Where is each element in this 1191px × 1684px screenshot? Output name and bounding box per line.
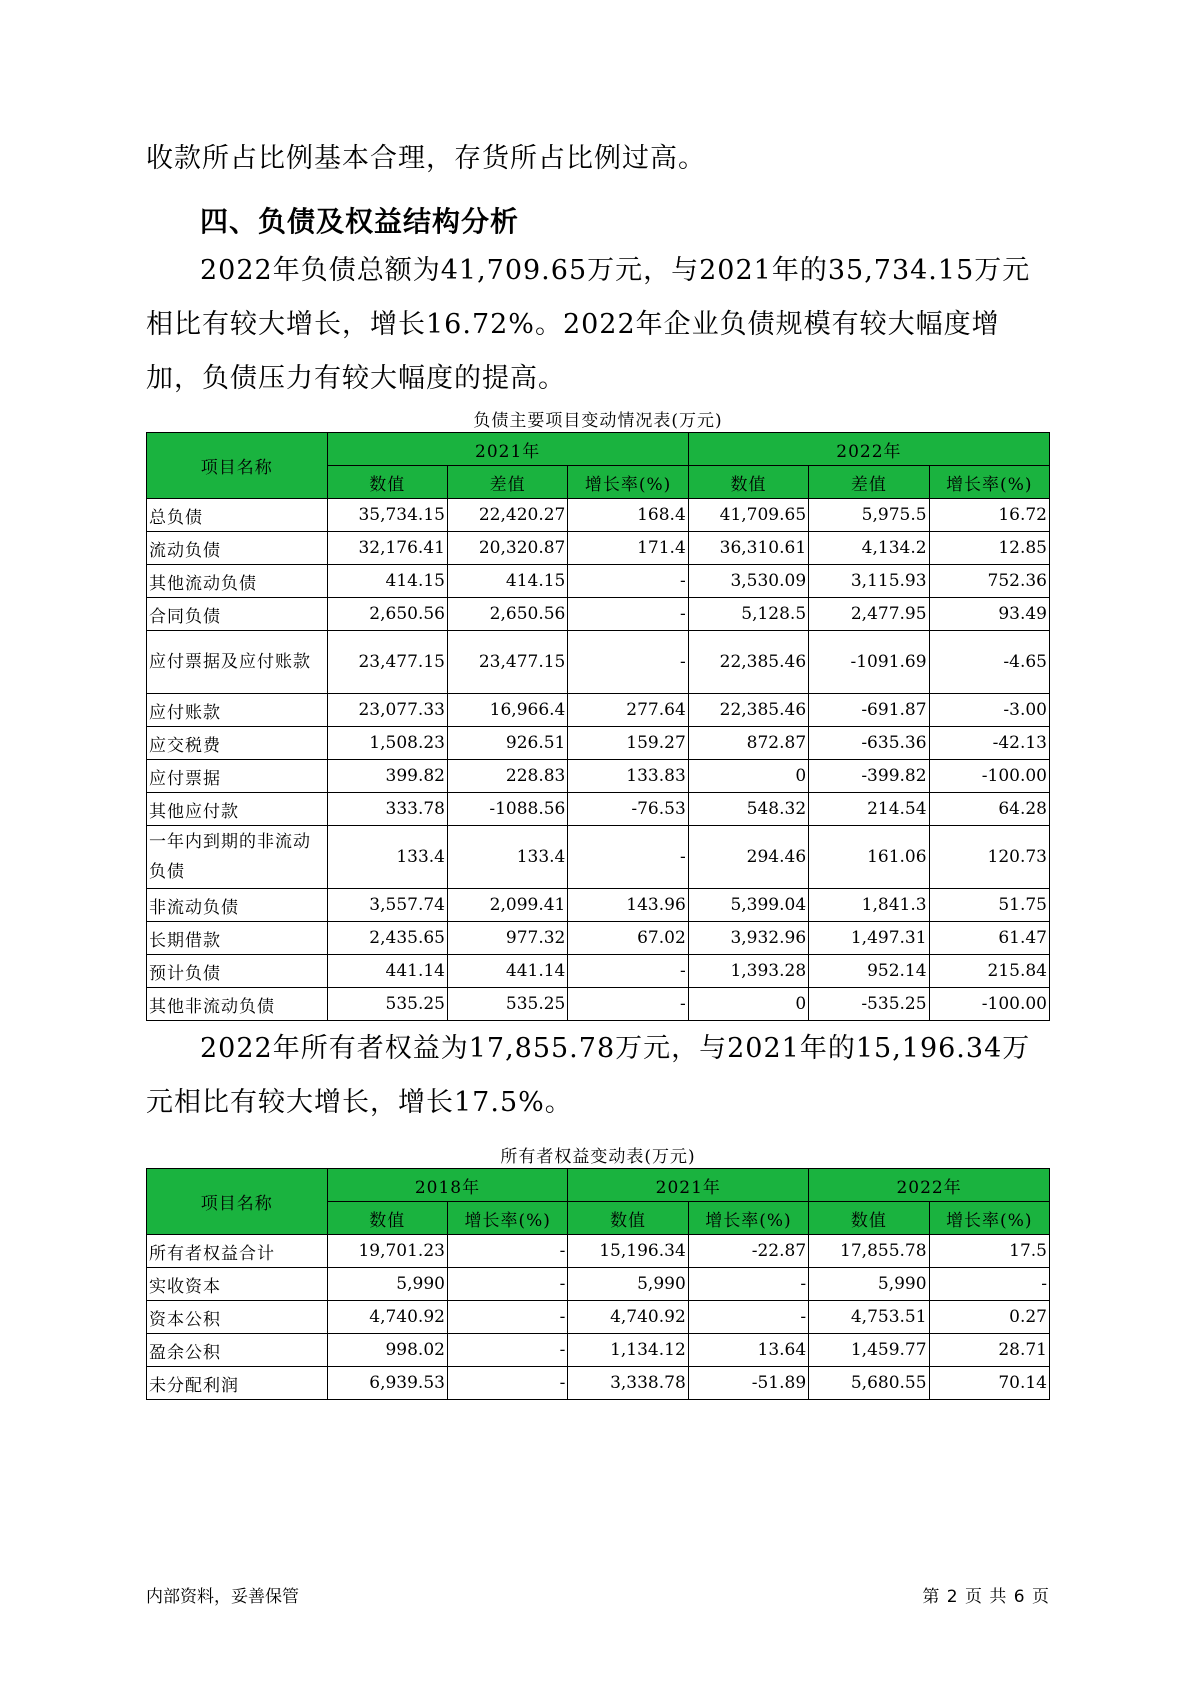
- table-cell: 548.32: [688, 793, 808, 826]
- table-cell: 13.64: [688, 1334, 808, 1367]
- header-sub: 增长率(%): [929, 466, 1049, 499]
- table-cell: 2,435.65: [327, 922, 447, 955]
- row-item-name: 一年内到期的非流动负债: [147, 826, 328, 889]
- row-item-name: 总负债: [147, 499, 328, 532]
- row-item-name: 流动负债: [147, 532, 328, 565]
- table-cell: 171.4: [568, 532, 688, 565]
- table-cell: 23,477.15: [327, 631, 447, 694]
- table-cell: 17,855.78: [809, 1235, 929, 1268]
- table-cell: -: [447, 1334, 567, 1367]
- table-cell: 61.47: [929, 922, 1049, 955]
- table-row: [147, 1301, 1050, 1334]
- table-cell: 1,497.31: [809, 922, 929, 955]
- table-cell: 926.51: [447, 727, 567, 760]
- table-row: [147, 922, 1050, 955]
- section-heading: 四、负债及权益结构分析: [200, 205, 520, 238]
- table-row: [147, 565, 1050, 598]
- table-cell: -: [688, 1268, 808, 1301]
- row-item-name: 所有者权益合计: [147, 1235, 328, 1268]
- table-cell: 143.96: [568, 889, 688, 922]
- header-item-name: 项目名称: [147, 1169, 328, 1235]
- table-cell: -: [568, 826, 688, 889]
- table-row: [147, 1367, 1050, 1400]
- table-cell: 19,701.23: [327, 1235, 447, 1268]
- table-cell: 23,077.33: [327, 694, 447, 727]
- header-sub: 数值: [327, 466, 447, 499]
- row-item-name: 应付票据: [147, 760, 328, 793]
- table-cell: -100.00: [929, 988, 1049, 1021]
- table-cell: 3,932.96: [688, 922, 808, 955]
- header-sub: 数值: [688, 466, 808, 499]
- table-cell: -691.87: [809, 694, 929, 727]
- table-cell: -: [447, 1268, 567, 1301]
- row-item-name: 盈余公积: [147, 1334, 328, 1367]
- table-cell: -: [447, 1235, 567, 1268]
- table-cell: 168.4: [568, 499, 688, 532]
- row-item-name: 应付票据及应付账款: [147, 631, 328, 694]
- header-year: 2022年: [688, 433, 1049, 466]
- table-cell: -: [568, 955, 688, 988]
- table-cell: 3,338.78: [568, 1367, 688, 1400]
- table-row: [147, 499, 1050, 532]
- table-cell: 399.82: [327, 760, 447, 793]
- row-item-name: 预计负债: [147, 955, 328, 988]
- table-cell: 752.36: [929, 565, 1049, 598]
- table-cell: 5,990: [809, 1268, 929, 1301]
- table-cell: 535.25: [327, 988, 447, 1021]
- table-cell: 277.64: [568, 694, 688, 727]
- table-cell: 16.72: [929, 499, 1049, 532]
- table-row: [147, 988, 1050, 1021]
- row-item-name: 应交税费: [147, 727, 328, 760]
- table-cell: 22,385.46: [688, 631, 808, 694]
- table-cell: 133.4: [327, 826, 447, 889]
- table-row: [147, 694, 1050, 727]
- table-cell: -1091.69: [809, 631, 929, 694]
- table-cell: 2,650.56: [327, 598, 447, 631]
- table-row: [147, 793, 1050, 826]
- table-cell: 32,176.41: [327, 532, 447, 565]
- footer-page-number: 第 2 页 共 6 页: [922, 1587, 1050, 1607]
- table-cell: 4,740.92: [568, 1301, 688, 1334]
- table-cell: 535.25: [447, 988, 567, 1021]
- row-item-name: 应付账款: [147, 694, 328, 727]
- table-cell: -: [568, 631, 688, 694]
- table-cell: 5,128.5: [688, 598, 808, 631]
- table-cell: 5,680.55: [809, 1367, 929, 1400]
- header-year: 2018年: [327, 1169, 568, 1202]
- row-item-name: 其他非流动负债: [147, 988, 328, 1021]
- table-cell: 441.14: [447, 955, 567, 988]
- table-cell: 28.71: [929, 1334, 1049, 1367]
- table1-caption: 负债主要项目变动情况表(万元): [473, 411, 723, 431]
- table-cell: 0: [688, 760, 808, 793]
- header-year: 2021年: [327, 433, 688, 466]
- table-cell: 1,134.12: [568, 1334, 688, 1367]
- table-cell: 36,310.61: [688, 532, 808, 565]
- table-cell: 228.83: [447, 760, 567, 793]
- table-cell: 2,099.41: [447, 889, 567, 922]
- table-cell: 3,115.93: [809, 565, 929, 598]
- table-cell: -4.65: [929, 631, 1049, 694]
- table-cell: 41,709.65: [688, 499, 808, 532]
- table-cell: 1,841.3: [809, 889, 929, 922]
- table2-caption: 所有者权益变动表(万元): [500, 1147, 696, 1167]
- table-row: [147, 955, 1050, 988]
- table-row: [147, 598, 1050, 631]
- table-row: [147, 1334, 1050, 1367]
- table-cell: -: [568, 565, 688, 598]
- table-cell: 4,753.51: [809, 1301, 929, 1334]
- table-cell: 294.46: [688, 826, 808, 889]
- header-sub: 增长率(%): [688, 1202, 808, 1235]
- table-cell: 16,966.4: [447, 694, 567, 727]
- table-row: [147, 1235, 1050, 1268]
- table-cell: -42.13: [929, 727, 1049, 760]
- table-cell: 159.27: [568, 727, 688, 760]
- table-cell: 333.78: [327, 793, 447, 826]
- table-cell: -76.53: [568, 793, 688, 826]
- table-cell: -3.00: [929, 694, 1049, 727]
- table-cell: 120.73: [929, 826, 1049, 889]
- table-cell: 22,420.27: [447, 499, 567, 532]
- table-cell: 414.15: [327, 565, 447, 598]
- table-cell: -: [568, 988, 688, 1021]
- table-cell: -535.25: [809, 988, 929, 1021]
- table-cell: 5,990: [327, 1268, 447, 1301]
- paragraph-equity: 2022年所有者权益为17,855.78万元，与2021年的15,196.34万元相比有较大增长，增长17.5%。: [146, 1033, 1031, 1118]
- table-cell: 3,557.74: [327, 889, 447, 922]
- table-cell: 70.14: [929, 1367, 1049, 1400]
- header-sub: 增长率(%): [568, 466, 688, 499]
- table-cell: 23,477.15: [447, 631, 567, 694]
- header-sub: 差值: [447, 466, 567, 499]
- row-item-name: 资本公积: [147, 1301, 328, 1334]
- header-sub: 数值: [809, 1202, 929, 1235]
- table-cell: -: [447, 1301, 567, 1334]
- table-cell: -399.82: [809, 760, 929, 793]
- row-item-name: 其他应付款: [147, 793, 328, 826]
- table-row: [147, 826, 1050, 889]
- table-cell: -22.87: [688, 1235, 808, 1268]
- table-cell: 5,975.5: [809, 499, 929, 532]
- table2-body: [147, 1235, 1050, 1400]
- table-cell: 1,393.28: [688, 955, 808, 988]
- table-cell: 4,134.2: [809, 532, 929, 565]
- table-row: [147, 532, 1050, 565]
- table-cell: 93.49: [929, 598, 1049, 631]
- table-cell: 214.54: [809, 793, 929, 826]
- table-cell: 1,508.23: [327, 727, 447, 760]
- table-row: [147, 760, 1050, 793]
- header-sub: 数值: [327, 1202, 447, 1235]
- equity-table: [146, 1168, 1050, 1400]
- table-row: [147, 727, 1050, 760]
- row-item-name: 未分配利润: [147, 1367, 328, 1400]
- table-cell: 35,734.15: [327, 499, 447, 532]
- row-item-name: 其他流动负债: [147, 565, 328, 598]
- table-cell: 133.83: [568, 760, 688, 793]
- table-cell: 5,399.04: [688, 889, 808, 922]
- table-cell: -1088.56: [447, 793, 567, 826]
- paragraph-liabilities: 2022年负债总额为41,709.65万元，与2021年的35,734.15万元相比有较大增长，增长16.72%。2022年企业负债规模有较大幅度增加，负债压力有较大幅度的提高。: [146, 255, 1031, 394]
- table-cell: 5,990: [568, 1268, 688, 1301]
- table-cell: 215.84: [929, 955, 1049, 988]
- row-item-name: 实收资本: [147, 1268, 328, 1301]
- table-cell: 0: [688, 988, 808, 1021]
- table-cell: 4,740.92: [327, 1301, 447, 1334]
- header-sub: 数值: [568, 1202, 688, 1235]
- table-cell: 22,385.46: [688, 694, 808, 727]
- table-cell: 51.75: [929, 889, 1049, 922]
- table-cell: 64.28: [929, 793, 1049, 826]
- table-cell: 977.32: [447, 922, 567, 955]
- table-cell: 12.85: [929, 532, 1049, 565]
- header-sub: 差值: [809, 466, 929, 499]
- table-cell: -100.00: [929, 760, 1049, 793]
- table-cell: -635.36: [809, 727, 929, 760]
- table-cell: -: [568, 598, 688, 631]
- row-item-name: 非流动负债: [147, 889, 328, 922]
- row-item-name: 长期借款: [147, 922, 328, 955]
- table-cell: -: [929, 1268, 1049, 1301]
- table-cell: -: [447, 1367, 567, 1400]
- paragraph-continued: 收款所占比例基本合理，存货所占比例过高。: [146, 143, 706, 174]
- table-cell: 872.87: [688, 727, 808, 760]
- table1-body: [147, 499, 1050, 1021]
- table-cell: 15,196.34: [568, 1235, 688, 1268]
- header-sub: 增长率(%): [929, 1202, 1049, 1235]
- table-cell: 414.15: [447, 565, 567, 598]
- table-cell: 133.4: [447, 826, 567, 889]
- table-cell: 20,320.87: [447, 532, 567, 565]
- table-cell: 441.14: [327, 955, 447, 988]
- footer-confidential-note: 内部资料，妥善保管: [146, 1587, 299, 1607]
- liabilities-table: [146, 432, 1050, 1021]
- table-cell: 998.02: [327, 1334, 447, 1367]
- table-cell: 2,650.56: [447, 598, 567, 631]
- header-year: 2022年: [809, 1169, 1050, 1202]
- table-row: [147, 1268, 1050, 1301]
- table-cell: 161.06: [809, 826, 929, 889]
- table-cell: 6,939.53: [327, 1367, 447, 1400]
- table-cell: -51.89: [688, 1367, 808, 1400]
- header-year: 2021年: [568, 1169, 809, 1202]
- table-row: [147, 631, 1050, 694]
- table-cell: 2,477.95: [809, 598, 929, 631]
- header-item-name: 项目名称: [147, 433, 328, 499]
- header-sub: 增长率(%): [447, 1202, 567, 1235]
- table-cell: 952.14: [809, 955, 929, 988]
- table-cell: -: [688, 1301, 808, 1334]
- table-cell: 3,530.09: [688, 565, 808, 598]
- table-cell: 67.02: [568, 922, 688, 955]
- table-cell: 1,459.77: [809, 1334, 929, 1367]
- table-cell: 17.5: [929, 1235, 1049, 1268]
- row-item-name: 合同负债: [147, 598, 328, 631]
- table-row: [147, 889, 1050, 922]
- table-cell: 0.27: [929, 1301, 1049, 1334]
